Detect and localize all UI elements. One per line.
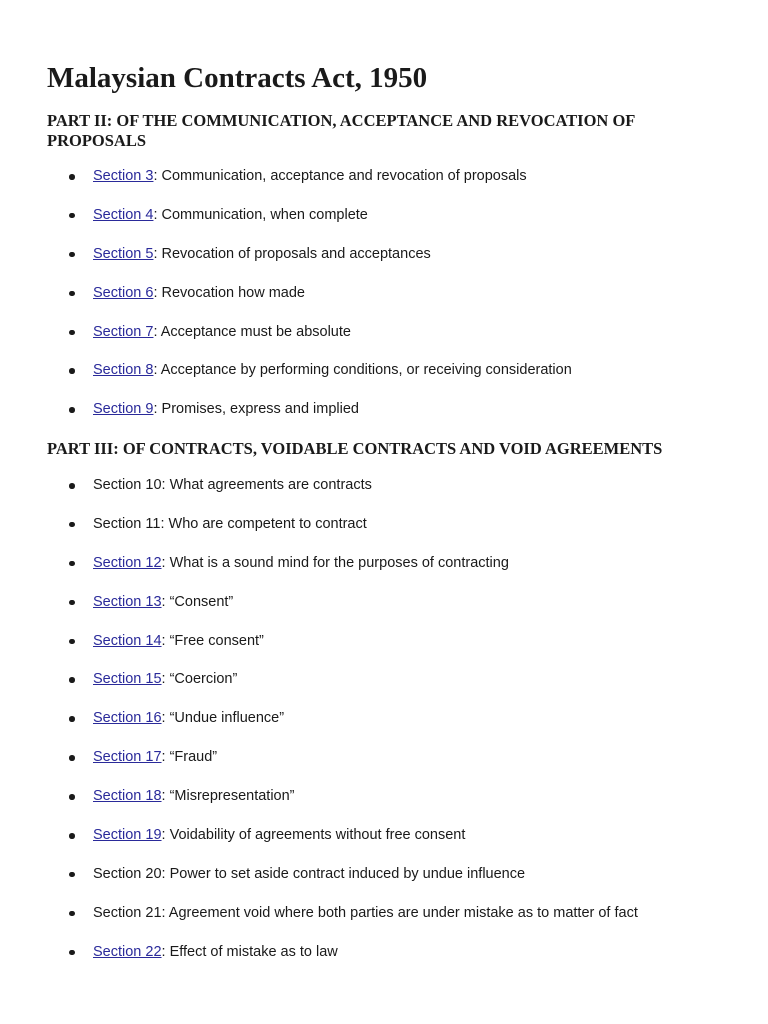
section-16-title: : “Undue influence” xyxy=(161,710,285,727)
bullet-icon xyxy=(69,291,75,297)
bullet-icon xyxy=(69,794,75,800)
bullet-icon xyxy=(69,833,75,839)
section-6-title: : Revocation how made xyxy=(153,284,305,301)
bullet-icon xyxy=(69,252,75,258)
bullet-icon xyxy=(69,174,75,180)
section-21-label: Section 21 xyxy=(93,904,162,921)
section-7-title: : Acceptance must be absolute xyxy=(153,323,351,340)
section-4-link[interactable]: Section 4 xyxy=(93,206,154,223)
section-11-label: Section 11 xyxy=(93,515,161,532)
section-7-link[interactable]: Section 7 xyxy=(93,323,154,340)
bullet-icon xyxy=(69,483,75,489)
bullet-icon xyxy=(69,330,75,336)
section-20-title: : Power to set aside contract induced by undue influence xyxy=(161,865,526,882)
section-13-link[interactable]: Section 13 xyxy=(93,593,162,610)
section-17-link[interactable]: Section 17 xyxy=(93,749,162,766)
section-16-link[interactable]: Section 16 xyxy=(93,710,162,727)
section-10-title: : What agreements are contracts xyxy=(161,477,372,493)
section-19-title: : Voidability of agreements without free consent xyxy=(161,827,466,844)
bullet-icon xyxy=(69,522,75,528)
section-17-title: : “Fraud” xyxy=(161,749,218,766)
section-3-title: : Communication, acceptance and revocation of proposals xyxy=(153,168,527,184)
section-22-link[interactable]: Section 22 xyxy=(93,943,162,960)
section-10-label: Section 10 xyxy=(93,477,162,493)
section-8-title: : Acceptance by performing conditions, or receiving consideration xyxy=(153,362,572,379)
section-18-link[interactable]: Section 18 xyxy=(93,788,162,805)
section-4-title: : Communication, when complete xyxy=(153,206,368,223)
section-14-title: : “Free consent” xyxy=(161,632,264,649)
section-3-link[interactable]: Section 3 xyxy=(93,168,154,184)
section-15-link[interactable]: Section 15 xyxy=(93,671,162,688)
bullet-icon xyxy=(69,716,75,722)
document-title: Malaysian Contracts Act, 1950 xyxy=(47,62,428,94)
bullet-icon xyxy=(69,872,75,878)
section-5-link[interactable]: Section 5 xyxy=(93,245,154,262)
section-12-title: : What is a sound mind for the purposes of contracting xyxy=(161,554,509,571)
section-11-title: : Who are competent to contract xyxy=(160,515,367,532)
section-22-title: : Effect of mistake as to law xyxy=(161,943,338,960)
section-20-label: Section 20 xyxy=(93,865,162,882)
bullet-icon xyxy=(69,368,75,374)
bullet-icon xyxy=(69,407,75,413)
section-8-link[interactable]: Section 8 xyxy=(93,362,154,379)
section-18-title: : “Misrepresentation” xyxy=(161,788,295,805)
bullet-icon xyxy=(69,950,75,956)
bullet-icon xyxy=(69,677,75,683)
section-15-title: : “Coercion” xyxy=(161,671,238,688)
section-12-link[interactable]: Section 12 xyxy=(93,554,162,571)
section-14-link[interactable]: Section 14 xyxy=(93,632,162,649)
bullet-icon xyxy=(69,213,75,219)
section-5-title: : Revocation of proposals and acceptances xyxy=(153,245,431,262)
section-13-title: : “Consent” xyxy=(161,593,234,610)
part-ii-heading: PART II: OF THE COMMUNICATION, ACCEPTANCE AND REVOCATION OF PROPOSALS xyxy=(47,111,635,150)
section-9-link[interactable]: Section 9 xyxy=(93,401,154,418)
bullet-icon xyxy=(69,600,75,606)
section-21-title: : Agreement void where both parties are under mistake as to matter of fact xyxy=(161,904,638,921)
section-6-link[interactable]: Section 6 xyxy=(93,284,154,301)
bullet-icon xyxy=(69,911,75,917)
section-9-title: : Promises, express and implied xyxy=(153,401,359,418)
section-19-link[interactable]: Section 19 xyxy=(93,827,162,844)
bullet-icon xyxy=(69,639,75,645)
bullet-icon xyxy=(69,755,75,761)
part-iii-heading: PART III: OF CONTRACTS, VOIDABLE CONTRACTS AND VOID AGREEMENTS xyxy=(47,439,663,458)
bullet-icon xyxy=(69,561,75,567)
